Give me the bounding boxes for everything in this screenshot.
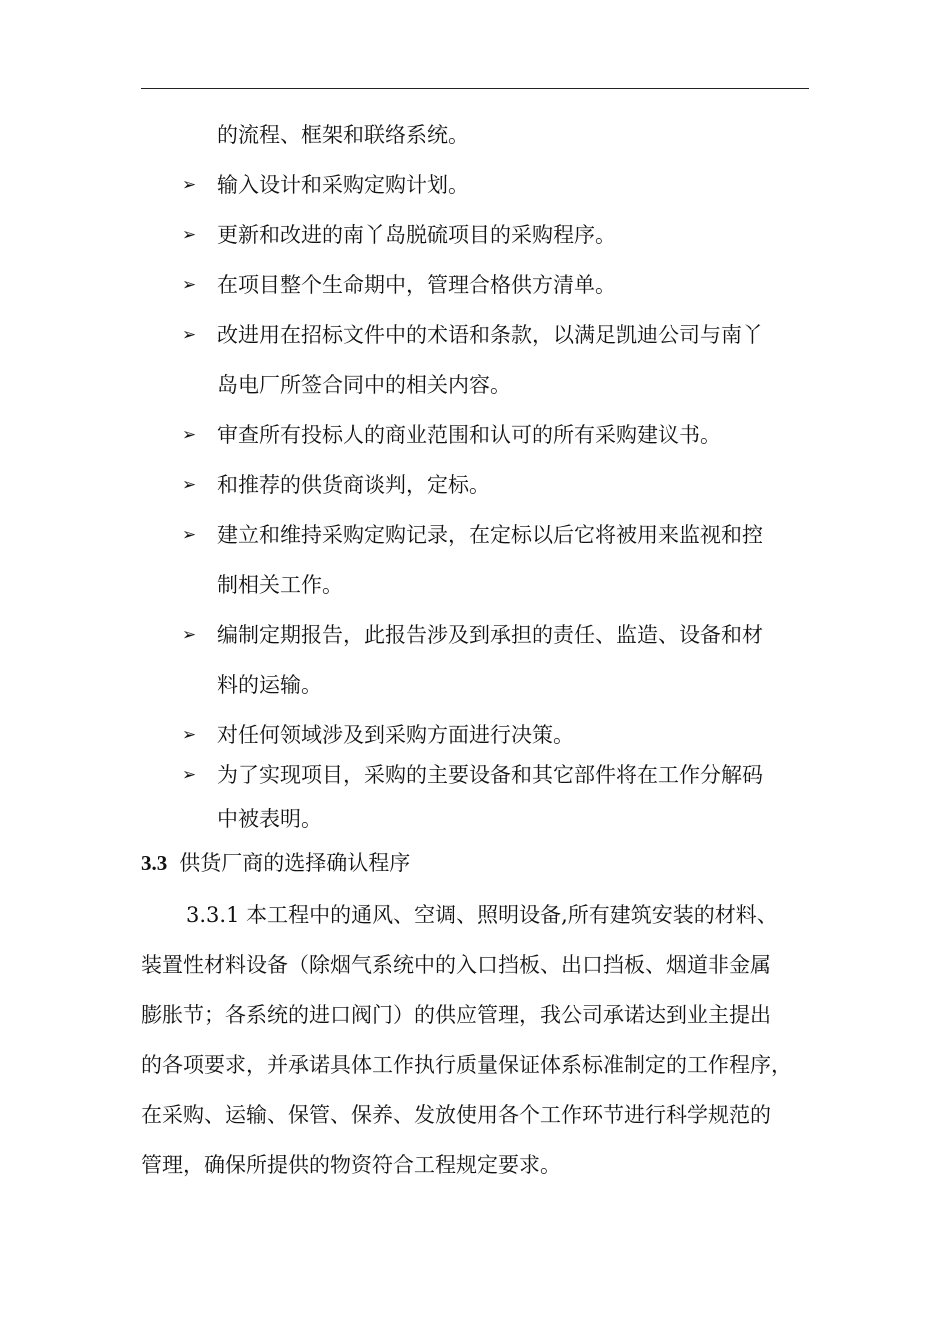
bullet-item: 对任何领域涉及到采购方面进行决策。 xyxy=(217,723,574,747)
section-number: 3.3 xyxy=(141,851,168,875)
bullet-arrow-icon: ➢ xyxy=(182,725,197,745)
bullet-arrow-icon: ➢ xyxy=(182,175,197,195)
header-rule xyxy=(141,88,809,89)
paragraph-line: 的各项要求，并承诺具体工作执行质量保证体系标准制定的工作程序， xyxy=(141,1053,792,1077)
section-heading xyxy=(141,850,410,876)
bullet-item-continuation: 中被表明。 xyxy=(217,807,322,831)
bullet-item: 在项目整个生命期中，管理合格供方清单。 xyxy=(217,273,616,297)
bullet-arrow-icon: ➢ xyxy=(182,525,197,545)
bullet-arrow-icon: ➢ xyxy=(182,325,197,345)
bullet-item: 建立和维持采购定购记录，在定标以后它将被用来监视和控 xyxy=(217,523,763,547)
paragraph-line: 3.3.1 本工程中的通风、空调、照明设备,所有建筑安装的材料、 xyxy=(186,903,778,927)
paragraph-line: 管理，确保所提供的物资符合工程规定要求。 xyxy=(141,1153,561,1177)
paragraph-line: 在采购、运输、保管、保养、发放使用各个工作环节进行科学规范的 xyxy=(141,1103,771,1127)
bullet-arrow-icon: ➢ xyxy=(182,225,197,245)
bullet-item-continuation: 制相关工作。 xyxy=(217,573,343,597)
bullet-arrow-icon: ➢ xyxy=(182,765,197,785)
continued-line: 的流程、框架和联络系统。 xyxy=(217,123,469,147)
bullet-arrow-icon: ➢ xyxy=(182,625,197,645)
paragraph-line: 装置性材料设备（除烟气系统中的入口挡板、出口挡板、烟道非金属 xyxy=(141,953,771,977)
bullet-arrow-icon: ➢ xyxy=(182,475,197,495)
bullet-item: 审查所有投标人的商业范围和认可的所有采购建议书。 xyxy=(217,423,721,447)
bullet-arrow-icon: ➢ xyxy=(182,425,197,445)
bullet-item: 为了实现项目，采购的主要设备和其它部件将在工作分解码 xyxy=(217,763,763,787)
bullet-item: 编制定期报告，此报告涉及到承担的责任、监造、设备和材 xyxy=(217,623,763,647)
paragraph-line: 膨胀节；各系统的进口阀门）的供应管理，我公司承诺达到业主提出 xyxy=(141,1003,771,1027)
bullet-item: 输入设计和采购定购计划。 xyxy=(217,173,469,197)
bullet-item: 和推荐的供货商谈判，定标。 xyxy=(217,473,490,497)
section-title: 供货厂商的选择确认程序 xyxy=(179,851,411,875)
bullet-item-continuation: 岛电厂所签合同中的相关内容。 xyxy=(217,373,511,397)
bullet-item: 改进用在招标文件中的术语和条款，以满足凯迪公司与南丫 xyxy=(217,323,763,347)
bullet-item-continuation: 料的运输。 xyxy=(217,673,322,697)
bullet-item: 更新和改进的南丫岛脱硫项目的采购程序。 xyxy=(217,223,616,247)
bullet-arrow-icon: ➢ xyxy=(182,275,197,295)
